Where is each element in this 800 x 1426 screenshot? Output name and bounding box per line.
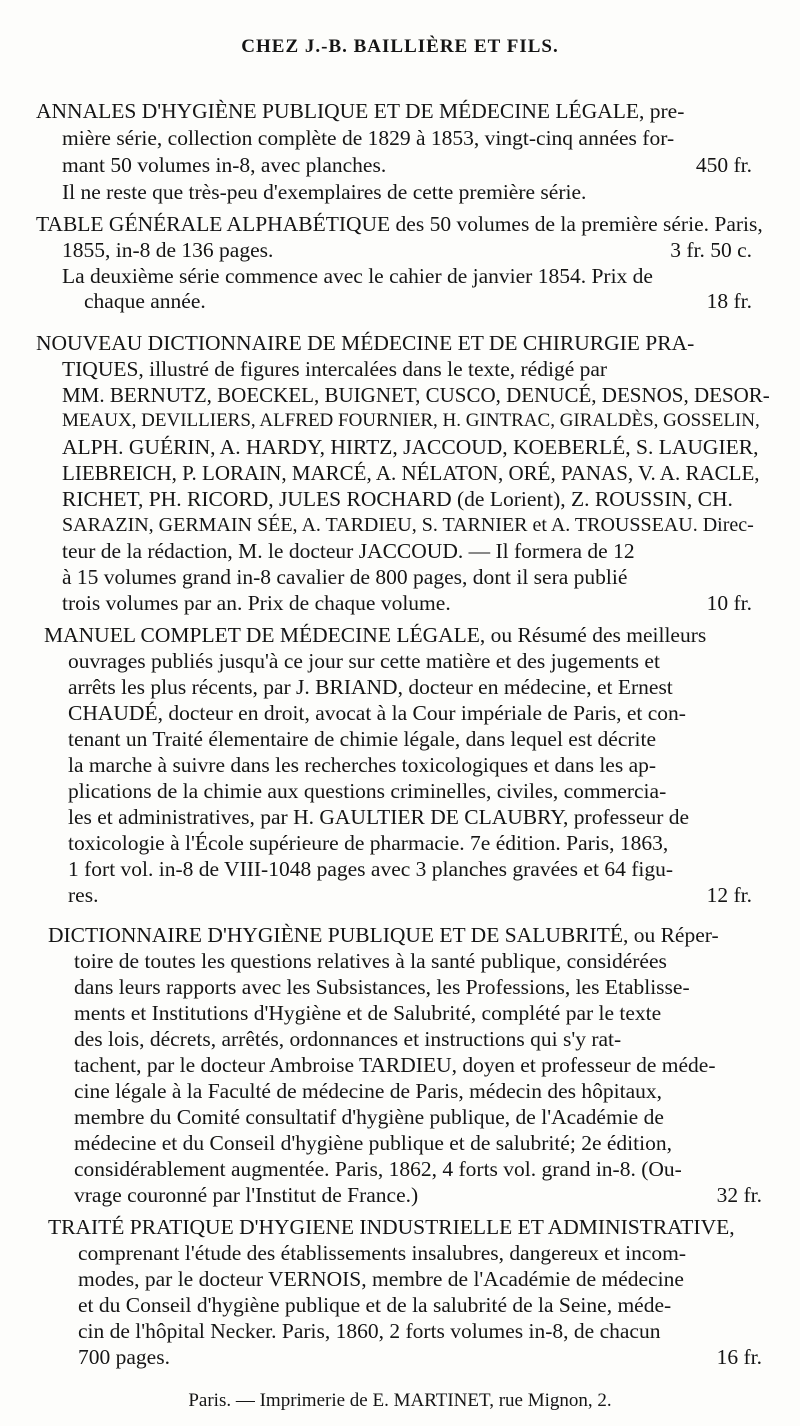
entry-line: modes, par le docteur VERNOIS, membre de l'Académie de médecine <box>78 1267 684 1291</box>
entry-line: à 15 volumes grand in-8 cavalier de 800 pages, dont il sera publié <box>62 565 628 589</box>
price: 10 fr. <box>706 591 752 615</box>
entry-line: dans leurs rapports avec les Subsistances, les Professions, les Etablisse- <box>74 975 690 999</box>
entry-line: TABLE GÉNÉRALE ALPHABÉTIQUE des 50 volumes de la première série. Paris, <box>36 212 763 236</box>
entry-line: cine légale à la Faculté de médecine de Paris, médecin des hôpitaux, <box>74 1079 663 1103</box>
price: 3 fr. 50 c. <box>670 238 752 262</box>
entry-line: ouvrages publiés jusqu'à ce jour sur cette matière et des jugements et <box>68 649 660 673</box>
entry-line: des lois, décrets, arrêtés, ordonnances et instructions qui s'y rat- <box>74 1027 622 1051</box>
entry-line: médecine et du Conseil d'hygiène publique et de salubrité; 2e édition, <box>74 1131 672 1155</box>
entry-line: trois volumes par an. Prix de chaque volume. <box>62 591 451 615</box>
entry-line: ments et Institutions d'Hygiène et de Salubrité, complété par le texte <box>74 1001 662 1025</box>
entry-line: MEAUX, DEVILLIERS, ALFRED FOURNIER, H. GINTRAC, GIRALDÈS, GOSSELIN, <box>62 410 760 431</box>
entry-line: et du Conseil d'hygiène publique et de la salubrité de la Seine, méde- <box>78 1293 672 1317</box>
page-header: CHEZ J.-B. BAILLIÈRE ET FILS. <box>241 36 559 57</box>
entry-line: Il ne reste que très-peu d'exemplaires de cette première série. <box>62 180 587 204</box>
entry-line: 700 pages. <box>78 1345 170 1369</box>
entry-line: toxicologie à l'École supérieure de pharmacie. 7e édition. Paris, 1863, <box>68 831 669 855</box>
price: 18 fr. <box>706 289 752 313</box>
entry-line: plications de la chimie aux questions criminelles, civiles, commercia- <box>68 779 667 803</box>
entry-line: MM. BERNUTZ, BOECKEL, BUIGNET, CUSCO, DENUCÉ, DESNOS, DESOR- <box>62 383 770 407</box>
entry-line: TRAITÉ PRATIQUE D'HYGIENE INDUSTRIELLE ET ADMINISTRATIVE, <box>48 1215 735 1239</box>
entry-line: res. <box>68 883 99 907</box>
entry-line: toire de toutes les questions relatives à la santé publique, considérées <box>74 949 667 973</box>
entry-line: teur de la rédaction, M. le docteur JACCOUD. — Il formera de 12 <box>62 539 635 563</box>
entry-line: 1 fort vol. in-8 de VIII-1048 pages avec 3 planches gravées et 64 figu- <box>68 857 673 881</box>
entry-line: NOUVEAU DICTIONNAIRE DE MÉDECINE ET DE CHIRURGIE PRA- <box>36 331 695 355</box>
entry-line: mière série, collection complète de 1829 à 1853, vingt-cinq années for- <box>62 126 675 150</box>
entry-line: tachent, par le docteur Ambroise TARDIEU, doyen et professeur de méde- <box>74 1053 716 1077</box>
printer-footer: Paris. — Imprimerie de E. MARTINET, rue Mignon, 2. <box>188 1390 612 1411</box>
entry-line: membre du Comité consultatif d'hygiène publique, de l'Académie de <box>74 1105 664 1129</box>
entry-line: considérablement augmentée. Paris, 1862, 4 forts vol. grand in-8. (Ou- <box>74 1157 682 1181</box>
entry-line: chaque année. <box>84 289 206 313</box>
entry-line: mant 50 volumes in-8, avec planches. <box>62 153 387 177</box>
price: 450 fr. <box>695 153 752 177</box>
entry-line: MANUEL COMPLET DE MÉDECINE LÉGALE, ou Résumé des meilleurs <box>44 623 707 647</box>
entry-line: SARAZIN, GERMAIN SÉE, A. TARDIEU, S. TARNIER et A. TROUSSEAU. Direc- <box>62 514 754 536</box>
entry-line: TIQUES, illustré de figures intercalées dans le texte, rédigé par <box>62 357 608 381</box>
entry-line: DICTIONNAIRE D'HYGIÈNE PUBLIQUE ET DE SALUBRITÉ, ou Réper- <box>48 923 719 947</box>
entry-line: CHAUDÉ, docteur en droit, avocat à la Cour impériale de Paris, et con- <box>68 701 686 725</box>
entry-line: la marche à suivre dans les recherches toxicologiques et dans les ap- <box>68 753 657 777</box>
entry-line: RICHET, PH. RICORD, JULES ROCHARD (de Lorient), Z. ROUSSIN, CH. <box>62 487 733 511</box>
entry-line: ALPH. GUÉRIN, A. HARDY, HIRTZ, JACCOUD, KOEBERLÉ, S. LAUGIER, <box>62 435 759 459</box>
price: 32 fr. <box>716 1183 762 1207</box>
entry-line: vrage couronné par l'Institut de France.) <box>74 1183 419 1207</box>
entry-line: La deuxième série commence avec le cahier de janvier 1854. Prix de <box>62 264 653 288</box>
entry-line: LIEBREICH, P. LORAIN, MARCÉ, A. NÉLATON, ORÉ, PANAS, V. A. RACLE, <box>62 461 760 485</box>
price: 16 fr. <box>716 1345 762 1369</box>
price: 12 fr. <box>706 883 752 907</box>
entry-line: les et administratives, par H. GAULTIER DE CLAUBRY, professeur de <box>68 805 690 829</box>
entry-line: comprenant l'étude des établissements insalubres, dangereux et incom- <box>78 1241 687 1265</box>
entry-line: tenant un Traité élementaire de chimie légale, dans lequel est décrite <box>68 727 657 751</box>
entry-line: ANNALES D'HYGIÈNE PUBLIQUE ET DE MÉDECINE LÉGALE, pre- <box>36 99 685 123</box>
entry-line: 1855, in-8 de 136 pages. <box>62 238 274 262</box>
entry-line: arrêts les plus récents, par J. BRIAND, docteur en médecine, et Ernest <box>68 675 673 699</box>
entry-line: cin de l'hôpital Necker. Paris, 1860, 2 forts volumes in-8, de chacun <box>78 1319 661 1343</box>
